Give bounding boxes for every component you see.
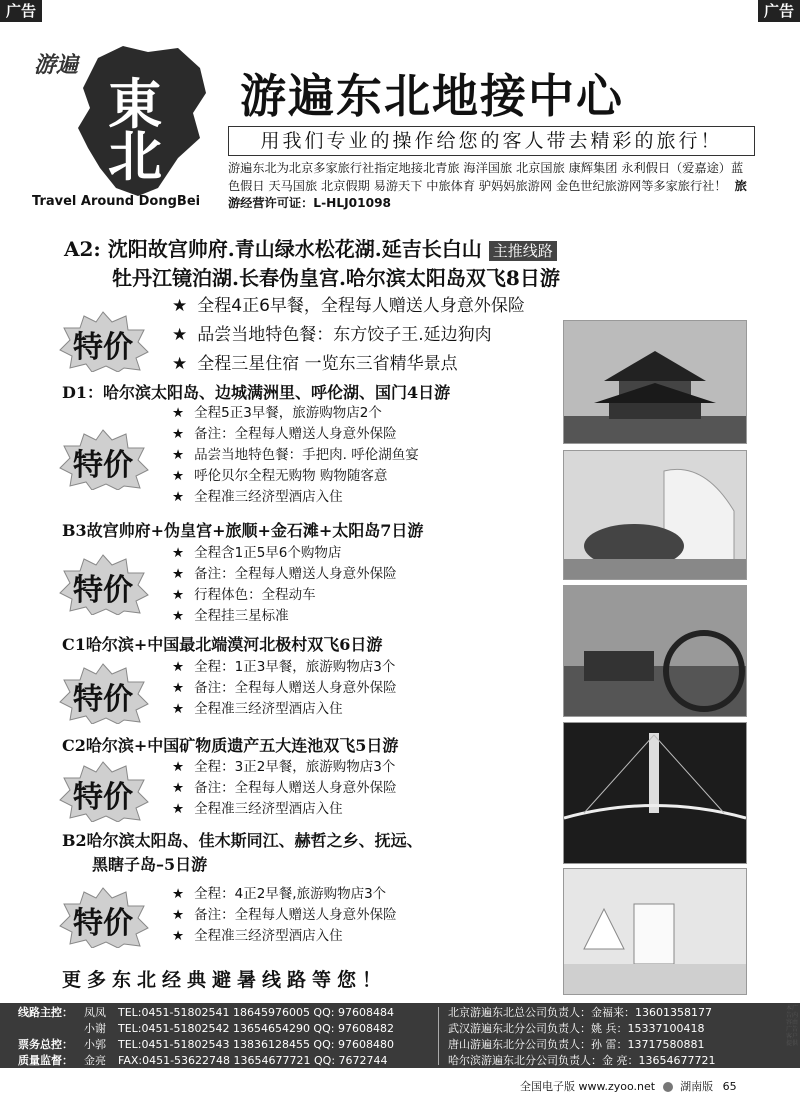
list-item: ★ 全程5正3早餐，旅游购物店2个 [172, 403, 419, 424]
special-price-badge: 特价 [56, 428, 150, 490]
intro-text [228, 160, 748, 213]
intro-body: 游遍东北为北京多家旅行社指定地接北青旅 海洋国旅 北京国旅 康辉集团 永利假日（爱嘉途）蓝色假日 天马国旅 北京假期 易游天下 中旅体育 驴妈妈旅游网 金色世纪旅游网等多家旅行社！ [228, 161, 744, 193]
route-c2-title: C2哈尔滨+中国矿物质遗产五大连池双飞5日游 [62, 736, 399, 755]
route-c1-title: C1哈尔滨+中国最北端漠河北极村双飞6日游 [62, 635, 383, 654]
list-item: ★ 备注：全程每人赠送人身意外保险 [172, 564, 397, 585]
list-item: ★ 全程三星住宿 一览东三省精华景点 [172, 350, 525, 379]
list-item: ★ 全程准三经济型酒店入住 [172, 699, 397, 720]
list-item: ★ 全程含1正5早6个购物店 [172, 543, 397, 564]
list-item: ★ 备注：全程每人赠送人身意外保险 [172, 905, 397, 926]
list-item: ★ 全程准三经济型酒店入住 [172, 487, 419, 508]
route-c2-items [172, 757, 397, 820]
route-b3-title: B3故宫帅府+伪皇宫+旅顺+金石滩+太阳岛7日游 [62, 521, 424, 540]
list-item: ★ 全程：1正3早餐，旅游购物店3个 [172, 657, 397, 678]
list-item: ★ 全程准三经济型酒店入住 [172, 926, 397, 947]
branch-contact: 武汉游遍东北分公司负责人：姚 兵：15337100418 [448, 1022, 705, 1035]
list-item: ★ 备注：全程每人赠送人身意外保险 [172, 678, 397, 699]
ad-tag-right: 广告 [758, 0, 800, 22]
logo-main-text: 東北 [108, 72, 162, 188]
list-item: ★ 全程：3正2早餐，旅游购物店3个 [172, 757, 397, 778]
palace-photo [563, 320, 747, 444]
contact-row: 线路主控： 凤凤 TEL:0451-51802541 18645976005 QQ: 97608484 北京游遍东北总公司负责人：金福来：13601358177 [18, 1006, 712, 1019]
edition-label: 全国电子版 www.zyoo.net [520, 1080, 656, 1093]
license-number: 旅游经营许可证：L-HLJ01098 [228, 178, 747, 210]
logo-english: Travel Around DongBei [32, 194, 201, 209]
region-label: 湖南版 [680, 1080, 714, 1093]
logo-circle-icon [663, 1082, 673, 1092]
special-price-badge: 特价 [56, 310, 150, 372]
list-item: ★ 品尝当地特色餐：手把肉. 呼伦湖鱼宴 [172, 445, 419, 466]
list-item: ★ 呼伦贝尔全程无购物 购物随客意 [172, 466, 419, 487]
special-price-badge: 特价 [56, 553, 150, 615]
sun-island-photo [563, 450, 747, 580]
list-item: ★ 全程准三经济型酒店入住 [172, 799, 397, 820]
list-item: ★ 行程体色：全程动车 [172, 585, 397, 606]
branch-contact: 哈尔滨游遍东北分公司负责人：金 亮：13654677721 [448, 1054, 716, 1067]
special-price-badge: 特价 [56, 662, 150, 724]
brand-logo [28, 38, 213, 218]
branch-contact: 北京游遍东北总公司负责人：金福来：13601358177 [448, 1006, 712, 1019]
route-a2-items [172, 292, 525, 379]
page-number: 65 [722, 1080, 737, 1093]
bridge-photo [563, 722, 747, 864]
route-b2-items [172, 884, 397, 947]
route-b2-title-line2: 黑瞎子岛–5日游 [92, 855, 208, 874]
route-d1-items [172, 403, 419, 508]
route-d1-title: D1：哈尔滨太阳岛、边城满洲里、呼伦湖、国门4日游 [62, 383, 451, 402]
special-price-badge: 特价 [56, 886, 150, 948]
list-item: ★ 备注：全程每人赠送人身意外保险 [172, 424, 419, 445]
brand-title: 游遍东北地接中心 [240, 69, 624, 123]
route-b2-title-line1: B2哈尔滨太阳岛、佳木斯同江、赫哲之乡、抚远、 [62, 831, 423, 850]
contact-bar [0, 1003, 800, 1068]
side-note: 本广告内容由广告客户提供 [786, 1005, 799, 1047]
list-item: ★ 全程4正6早餐，全程每人赠送人身意外保险 [172, 292, 525, 321]
slogan: 用我们专业的操作给您的客人带去精彩的旅行！ [228, 126, 755, 156]
logo-top-text: 游遍 [34, 53, 79, 78]
ad-tag-left: 广告 [0, 0, 42, 22]
footer-slogan: 更多东北经典避暑线路等您！ [62, 969, 388, 991]
ice-castle-photo [563, 868, 747, 995]
contact-row: 小谢 TEL:0451-51802542 13654654290 QQ: 97608482 武汉游遍东北分公司负责人：姚 兵：15337100418 [84, 1022, 705, 1035]
page-info [520, 1078, 737, 1094]
branch-contact: 唐山游遍东北分公司负责人：孙 雷：13717580881 [448, 1038, 705, 1051]
contact-row: 票务总控： 小郭 TEL:0451-51802543 13836128455 QQ: 97608480 唐山游遍东北分公司负责人：孙 雷：13717580881 [18, 1038, 705, 1051]
list-item: ★ 全程挂三星标准 [172, 606, 397, 627]
list-item: ★ 备注：全程每人赠送人身意外保险 [172, 778, 397, 799]
featured-badge: 主推线路 [489, 241, 557, 261]
contact-row: 质量监督： 金亮 FAX:0451-53622748 13654677721 QQ: 7672744 哈尔滨游遍东北分公司负责人：金 亮：13654677721 [18, 1054, 716, 1067]
route-a2-title-line2: 牡丹江镜泊湖.长春伪皇宫.哈尔滨太阳岛双飞8日游 [112, 266, 560, 290]
route-b3-items [172, 543, 397, 627]
divider [438, 1007, 439, 1065]
list-item: ★ 全程：4正2早餐,旅游购物店3个 [172, 884, 397, 905]
special-price-badge: 特价 [56, 760, 150, 822]
route-a2-title-line1: A2: 沈阳故宫帅府.青山绿水松花湖.延吉长白山 主推线路 [64, 233, 557, 262]
route-c1-items [172, 657, 397, 720]
list-item: ★ 品尝当地特色餐：东方饺子王.延边狗肉 [172, 321, 525, 350]
carriage-photo [563, 585, 747, 717]
